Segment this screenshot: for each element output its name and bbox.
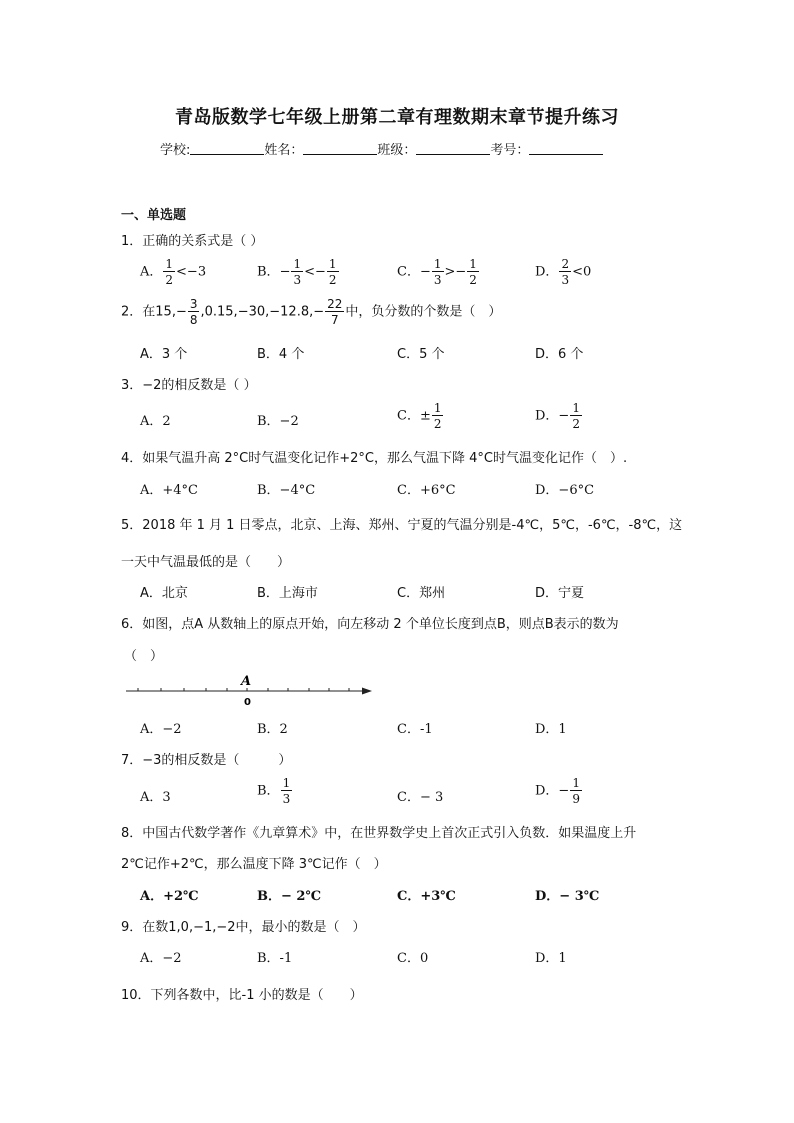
comparison: <− bbox=[304, 264, 326, 280]
origin-label: 0 bbox=[244, 697, 251, 708]
q9-option-b[interactable]: B．-1 bbox=[257, 951, 293, 966]
numerator: 2 bbox=[561, 257, 570, 271]
section-title: 一、单选题 bbox=[121, 208, 187, 223]
question-4-stem: 4．如果气温升高 2°C时气温变化记作+2°C，那么气温下降 4°C时气温变化记作（ ）. bbox=[121, 451, 628, 466]
numerator: 1 bbox=[282, 776, 291, 790]
numerator: 1 bbox=[165, 257, 174, 271]
q8-option-b[interactable]: B．− 2℃ bbox=[257, 889, 322, 904]
q3-option-c[interactable] bbox=[397, 402, 444, 430]
q6-option-a[interactable]: A．−2 bbox=[140, 722, 182, 737]
question-8-stem-line-1: 8．中国古代数学著作《九章算术》中，在世界数学史上首次正式引入负数．如果温度上升 bbox=[121, 826, 637, 841]
numerator: 3 bbox=[189, 297, 198, 311]
minus-sign: − bbox=[279, 264, 291, 280]
fraction bbox=[432, 402, 444, 430]
number-line-figure bbox=[120, 670, 380, 710]
fraction bbox=[163, 258, 175, 286]
q8-option-d[interactable]: D．− 3℃ bbox=[535, 889, 600, 904]
stem-part: 中，负分数的个数是（ ） bbox=[345, 304, 502, 320]
numerator: 1 bbox=[572, 401, 580, 415]
name-label: 姓名： bbox=[264, 143, 304, 158]
numerator: 1 bbox=[293, 257, 302, 271]
numerator: 1 bbox=[433, 257, 442, 271]
q8-option-c[interactable]: C．+3℃ bbox=[397, 889, 456, 904]
q1-option-b[interactable] bbox=[257, 258, 340, 286]
option-label: B． bbox=[257, 264, 280, 280]
q2-option-d[interactable]: D．6 个 bbox=[535, 347, 584, 362]
denominator: 8 bbox=[189, 313, 198, 327]
q4-option-d[interactable]: D．−6°C bbox=[535, 483, 595, 498]
q1-option-a[interactable] bbox=[140, 258, 206, 286]
q7-option-a[interactable]: A．3 bbox=[140, 790, 171, 805]
option-tail: <−3 bbox=[176, 264, 207, 280]
question-6-stem-line-2: （ ） bbox=[124, 649, 164, 664]
question-2-stem bbox=[121, 298, 501, 326]
numerator: 22 bbox=[327, 297, 343, 311]
school-label: 学校: bbox=[160, 143, 191, 158]
stem-part: 2．在15,− bbox=[121, 304, 187, 320]
q3-option-b[interactable]: B．−2 bbox=[257, 414, 299, 429]
fraction bbox=[281, 777, 293, 805]
fraction bbox=[559, 258, 571, 286]
q2-option-a[interactable]: A．3 个 bbox=[140, 347, 188, 362]
fraction bbox=[570, 402, 582, 430]
q7-option-c[interactable]: C．− 3 bbox=[397, 790, 444, 805]
denominator: 3 bbox=[282, 792, 291, 806]
denominator: 2 bbox=[165, 273, 174, 287]
denominator: 2 bbox=[469, 273, 477, 287]
q2-option-b[interactable]: B．4 个 bbox=[257, 347, 305, 362]
question-8-stem-line-2: 2℃记作+2℃，那么温度下降 3℃记作（ ） bbox=[121, 857, 387, 872]
fraction bbox=[325, 298, 344, 326]
q9-option-d[interactable]: D．1 bbox=[535, 951, 567, 966]
q7-option-b[interactable] bbox=[257, 777, 293, 805]
fraction bbox=[570, 777, 582, 805]
q3-option-d[interactable] bbox=[535, 402, 583, 430]
question-1-stem: 1．正确的关系式是（ ） bbox=[121, 234, 264, 249]
denominator: 2 bbox=[328, 273, 337, 287]
denominator: 3 bbox=[293, 273, 302, 287]
q5-option-d[interactable]: D．宁夏 bbox=[535, 586, 585, 601]
name-blank[interactable] bbox=[303, 142, 377, 155]
q5-option-c[interactable]: C．郑州 bbox=[397, 586, 446, 601]
q4-option-b[interactable]: B．−4°C bbox=[257, 483, 316, 498]
q4-option-a[interactable]: A．+4°C bbox=[140, 483, 198, 498]
q7-option-d[interactable] bbox=[535, 777, 583, 805]
fraction bbox=[432, 258, 444, 286]
q9-option-c[interactable]: C．0 bbox=[397, 951, 429, 966]
question-7-stem: 7．−3的相反数是（ ） bbox=[121, 753, 292, 768]
q3-option-a[interactable]: A．2 bbox=[140, 414, 171, 429]
fraction bbox=[327, 258, 339, 286]
q6-option-d[interactable]: D．1 bbox=[535, 722, 567, 737]
student-info-line bbox=[160, 139, 603, 158]
point-a-label: A bbox=[241, 674, 252, 689]
class-label: 班级： bbox=[377, 143, 417, 158]
q4-option-c[interactable]: C．+6°C bbox=[397, 483, 456, 498]
q5-option-b[interactable]: B．上海市 bbox=[257, 586, 318, 601]
fraction bbox=[188, 298, 200, 326]
option-label: D． bbox=[535, 264, 559, 280]
page-title: 青岛版数学七年级上册第二章有理数期末章节提升练习 bbox=[175, 107, 619, 128]
option-label: D．− bbox=[535, 783, 570, 799]
option-label: D．− bbox=[535, 408, 570, 424]
option-label: C． bbox=[397, 264, 420, 280]
option-label: B． bbox=[257, 783, 280, 799]
q5-option-a[interactable]: A．北京 bbox=[140, 586, 188, 601]
numerator: 1 bbox=[469, 257, 477, 271]
q9-option-a[interactable]: A．−2 bbox=[140, 951, 182, 966]
question-5-stem-line-1: 5．2018 年 1 月 1 日零点，北京、上海、郑州、宁夏的气温分别是-4℃，5℃，-6℃，-8℃，这 bbox=[121, 518, 683, 533]
question-10-stem: 10．下列各数中，比-1 小的数是（ ） bbox=[121, 988, 363, 1003]
school-blank[interactable] bbox=[190, 142, 264, 155]
question-6-stem-line-1: 6．如图，点A 从数轴上的原点开始，向左移动 2 个单位长度到点B，则点B表示的数为 bbox=[121, 617, 619, 632]
option-label: C．± bbox=[397, 408, 431, 424]
q8-option-a[interactable]: A．+2℃ bbox=[140, 889, 199, 904]
question-9-stem: 9．在数1,0,−1,−2中，最小的数是（ ） bbox=[121, 920, 366, 935]
denominator: 2 bbox=[572, 417, 580, 431]
minus-sign: − bbox=[419, 264, 431, 280]
denominator: 3 bbox=[433, 273, 442, 287]
q1-option-d[interactable] bbox=[535, 258, 591, 286]
numerator: 1 bbox=[433, 401, 442, 415]
option-label: A． bbox=[140, 264, 163, 280]
question-3-stem: 3．−2的相反数是（ ） bbox=[121, 378, 257, 393]
exam-no-blank[interactable] bbox=[529, 142, 603, 155]
q6-option-c[interactable]: C．-1 bbox=[397, 722, 433, 737]
numerator: 1 bbox=[328, 257, 337, 271]
number-line-arrow bbox=[362, 688, 372, 695]
denominator: 9 bbox=[572, 792, 580, 806]
denominator: 3 bbox=[561, 273, 570, 287]
question-5-stem-line-2: 一天中气温最低的是（ ） bbox=[121, 555, 291, 570]
class-blank[interactable] bbox=[416, 142, 490, 155]
numerator: 1 bbox=[572, 776, 580, 790]
denominator: 2 bbox=[433, 417, 442, 431]
q6-option-b[interactable]: B．2 bbox=[257, 722, 288, 737]
option-tail: <0 bbox=[572, 264, 592, 280]
denominator: 7 bbox=[330, 313, 339, 327]
fraction bbox=[291, 258, 303, 286]
q1-option-c[interactable] bbox=[397, 258, 480, 286]
q2-option-c[interactable]: C．5 个 bbox=[397, 347, 445, 362]
exam-no-label: 考号： bbox=[490, 143, 530, 158]
stem-part: ,0.15,−30,−12.8,− bbox=[200, 304, 325, 320]
comparison: >− bbox=[444, 264, 467, 280]
fraction bbox=[467, 258, 479, 286]
